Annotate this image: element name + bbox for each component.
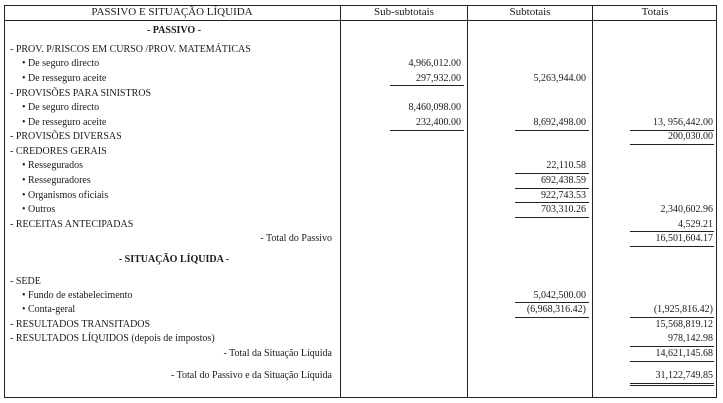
double-underline-rule (630, 383, 714, 386)
subtotal-value: 922,743.53 (541, 190, 586, 201)
table-row (4, 189, 717, 203)
underline-rule (630, 346, 714, 347)
sub-subtotal-value: 232,400.00 (416, 117, 461, 128)
total-value: (1,925,816.42) (653, 304, 713, 315)
row-label: • Ressegurados (22, 160, 83, 171)
header-sub-subtotais: Sub-subtotais (374, 6, 434, 18)
grand-total-row (4, 369, 717, 383)
total-value: 15,568,819.12 (655, 319, 713, 330)
row-label: • De resseguro aceite (22, 117, 107, 128)
total-row (4, 232, 717, 246)
row-label: • Outros (22, 204, 56, 215)
row-label: - CREDORES GERAIS (10, 146, 107, 157)
table-row (4, 116, 717, 130)
table-row (4, 203, 717, 217)
row-label: • De resseguro aceite (22, 73, 107, 84)
table-row (4, 318, 717, 332)
table-row (4, 145, 717, 159)
underline-rule (630, 317, 714, 318)
row-label: • Organismos oficiais (22, 190, 109, 201)
total-value: 978,142.98 (668, 333, 713, 344)
underline-rule (630, 361, 714, 362)
underline-rule (390, 130, 464, 131)
total-value: 13, 956,442.00 (653, 117, 713, 128)
section-title: - SITUAÇÃO LÍQUIDA - (118, 254, 230, 265)
underline-rule (630, 246, 714, 247)
table-row (4, 275, 717, 289)
subtotal-value: (6,968,316.42) (526, 304, 586, 315)
row-label: • Conta-geral (22, 304, 76, 315)
header-divider (4, 20, 717, 21)
table-row (4, 174, 717, 188)
sub-subtotal-value: 297,932.00 (416, 73, 461, 84)
total-value: 2,340,602.96 (660, 204, 713, 215)
row-label: • Fundo de estabelecimento (22, 290, 133, 301)
row-label: • De seguro directo (22, 58, 100, 69)
row-label: • Resseguradores (22, 175, 91, 186)
total-value: 4,529.21 (678, 219, 713, 230)
table-row (4, 159, 717, 173)
row-label: - SEDE (10, 276, 41, 287)
row-label: • De seguro directo (22, 102, 100, 113)
row-label: - PROV. P/RISCOS EM CURSO /PROV. MATEMÁTICAS (10, 44, 251, 55)
row-label: - PROVISÕES DIVERSAS (10, 131, 122, 142)
total-value: 16,501,604.17 (655, 233, 713, 244)
table-row (4, 332, 717, 346)
row-label: - RESULTADOS TRANSITADOS (10, 319, 151, 330)
row-label: - RECEITAS ANTECIPADAS (10, 219, 134, 230)
underline-rule (515, 217, 589, 218)
header-label: PASSIVO E SITUAÇÃO LÍQUIDA (91, 6, 253, 18)
total-row (4, 347, 717, 361)
sub-subtotal-value: 4,966,012.00 (408, 58, 461, 69)
table-row (4, 101, 717, 115)
header-subtotais: Subtotais (509, 6, 551, 18)
table-row (4, 72, 717, 86)
underline-rule (630, 144, 714, 145)
row-label: - RESULTADOS LÍQUIDOS (depois de impostos) (10, 333, 215, 344)
table-row (4, 130, 717, 144)
section-heading-passivo (4, 24, 717, 38)
underline-rule (515, 130, 589, 131)
total-value: 200,030.00 (668, 131, 713, 142)
table-row (4, 218, 717, 232)
row-label: - Total do Passivo (260, 233, 332, 244)
subtotal-value: 692,438.59 (541, 175, 586, 186)
underline-rule (390, 85, 464, 86)
row-label: - Total da Situação Líquida (223, 348, 332, 359)
table-row (4, 87, 717, 101)
underline-rule (630, 130, 714, 131)
subtotal-value: 5,263,944.00 (533, 73, 586, 84)
underline-rule (630, 231, 714, 232)
underline-rule (515, 173, 589, 174)
row-label: - PROVISÕES PARA SINISTROS (10, 88, 152, 99)
table-row (4, 303, 717, 317)
section-heading-situacao-liquida (4, 253, 717, 267)
subtotal-value: 22,110.58 (546, 160, 586, 171)
row-label: - Total do Passivo e da Situação Líquida (170, 370, 332, 381)
table-row (4, 43, 717, 57)
section-title: - PASSIVO - (146, 25, 202, 36)
total-value: 14,621,145.68 (655, 348, 713, 359)
total-value: 31,122,749.85 (655, 370, 713, 381)
subtotal-value: 8,692,498.00 (533, 117, 586, 128)
subtotal-value: 5,042,500.00 (533, 290, 586, 301)
table-row (4, 57, 717, 71)
table-row (4, 289, 717, 303)
underline-rule (515, 302, 589, 303)
underline-rule (515, 188, 589, 189)
header-totais: Totais (641, 6, 669, 18)
subtotal-value: 703,310.26 (541, 204, 586, 215)
underline-rule (515, 202, 589, 203)
underline-rule (515, 317, 589, 318)
sub-subtotal-value: 8,460,098.00 (408, 102, 461, 113)
